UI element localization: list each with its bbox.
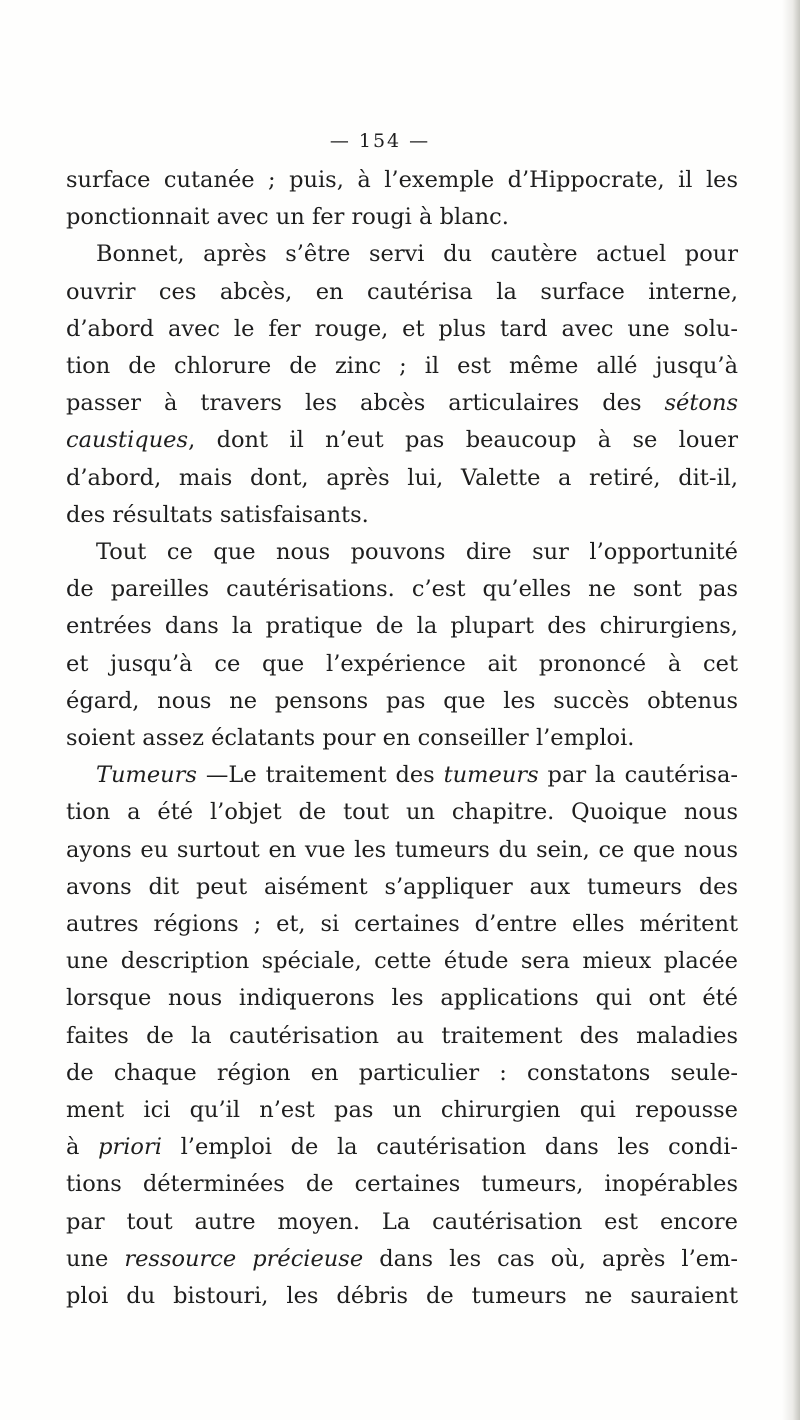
text-run: surface cutanée ; puis, à l’exemple d’Hippocrate, il les (66, 167, 738, 193)
text-line (66, 906, 738, 943)
text-run: tion a été l’objet de tout un chapitre. Quoique nous (66, 799, 738, 826)
text-run: égard, nous ne pensons pas que les succès obtenus (66, 687, 738, 714)
italic-term: caustiques (66, 427, 189, 454)
paragraph (66, 757, 738, 1315)
text-run: entrées dans la pratique de la plupart des chirurgiens, (66, 613, 738, 640)
text-line (66, 794, 738, 831)
text-line (66, 385, 738, 422)
text-run: d’abord avec le fer rouge, et plus tard avec une solu- (66, 315, 738, 342)
text-run: une (66, 1245, 125, 1272)
text-line (66, 683, 738, 720)
text-line (66, 497, 738, 534)
text-run: d’abord, mais dont, après lui, Valette a retiré, dit-il, (66, 464, 738, 491)
text-line (66, 311, 738, 348)
text-run: par la cautérisa- (538, 762, 738, 789)
text-line (66, 943, 738, 980)
text-line (66, 348, 738, 385)
text-line (66, 199, 738, 236)
text-line (66, 460, 738, 497)
text-line (66, 1204, 738, 1241)
text-line (66, 757, 738, 794)
text-run: faites de la cautérisation au traitement des maladies (66, 1022, 738, 1049)
paragraph (66, 534, 738, 757)
text-run: ayons eu surtout en vue les tumeurs du sein, ce que nous (66, 836, 738, 863)
text-run: ouvrir ces abcès, en cautérisa la surface interne, (66, 278, 738, 305)
text-line (66, 1092, 738, 1129)
paragraph (66, 236, 738, 534)
text-run: l’emploi de la cautérisation dans les condi- (161, 1134, 738, 1161)
paragraph (66, 162, 738, 236)
text-line (66, 720, 738, 757)
italic-term: tumeurs (443, 762, 539, 789)
text-line (66, 571, 738, 608)
text-run: avons dit peut aisément s’appliquer aux tumeurs des (66, 873, 738, 900)
text-run: ploi du bistouri, les débris de tumeurs ne sauraient (66, 1283, 738, 1310)
text-line (66, 534, 738, 571)
text-line (66, 980, 738, 1017)
text-run: autres régions ; et, si certaines d’entre elles méritent (66, 911, 738, 938)
italic-term: sétons (664, 390, 738, 417)
text-line (66, 832, 738, 869)
text-line (66, 422, 738, 459)
page-number: — 154 — (329, 130, 431, 152)
text-run: Tout ce que nous pouvons dire sur l’opportunité (96, 539, 738, 566)
text-run: dans les cas où, après l’em- (363, 1245, 739, 1272)
text-run: tions déterminées de certaines tumeurs, inopérables (66, 1171, 738, 1198)
text-run: soient assez éclatants pour en conseiller l’emploi. (66, 725, 635, 752)
text-run: de chaque région en particulier : constatons seule- (66, 1059, 738, 1086)
text-line (66, 608, 738, 645)
text-run: Bonnet, après s’être servi du cautère actuel pour (96, 241, 738, 268)
text-run: tion de chlorure de zinc ; il est même allé jusqu’à (66, 353, 738, 380)
text-run: , dont il n’eut pas beaucoup à se louer (188, 427, 738, 454)
italic-term: ressource précieuse (124, 1245, 364, 1272)
text-run: passer à travers les abcès articulaires des (66, 390, 665, 417)
text-line (66, 1241, 738, 1278)
text-run: et jusqu’à ce que l’expérience ait prononcé à cet (66, 650, 738, 677)
text-run: par tout autre moyen. La cautérisation est encore (66, 1208, 738, 1235)
text-line (66, 1166, 738, 1203)
page-edge-shadow (782, 0, 800, 1420)
text-line (66, 236, 738, 273)
text-line (66, 274, 738, 311)
italic-term: priori (98, 1134, 162, 1161)
text-line (66, 1055, 738, 1092)
text-line (66, 869, 738, 906)
text-run: —Le traitement des (196, 762, 444, 789)
text-run: ponctionnait avec un fer rougi à blanc. (66, 204, 509, 231)
text-line (66, 1278, 738, 1315)
text-run: ment ici qu’il n’est pas un chirurgien qui repousse (66, 1097, 738, 1124)
text-line (66, 1129, 738, 1166)
text-line (66, 162, 738, 199)
text-run: une description spéciale, cette étude sera mieux placée (66, 948, 738, 975)
text-line (66, 646, 738, 683)
italic-term: Tumeurs (96, 762, 197, 789)
text-run: lorsque nous indiquerons les applications qui ont été (66, 985, 738, 1012)
text-line (66, 1018, 738, 1055)
text-run: à (66, 1134, 99, 1161)
body-text (66, 162, 738, 1315)
text-run: de pareilles cautérisations. c’est qu’elles ne sont pas (66, 576, 738, 603)
text-run: des résultats satisfaisants. (66, 501, 369, 528)
